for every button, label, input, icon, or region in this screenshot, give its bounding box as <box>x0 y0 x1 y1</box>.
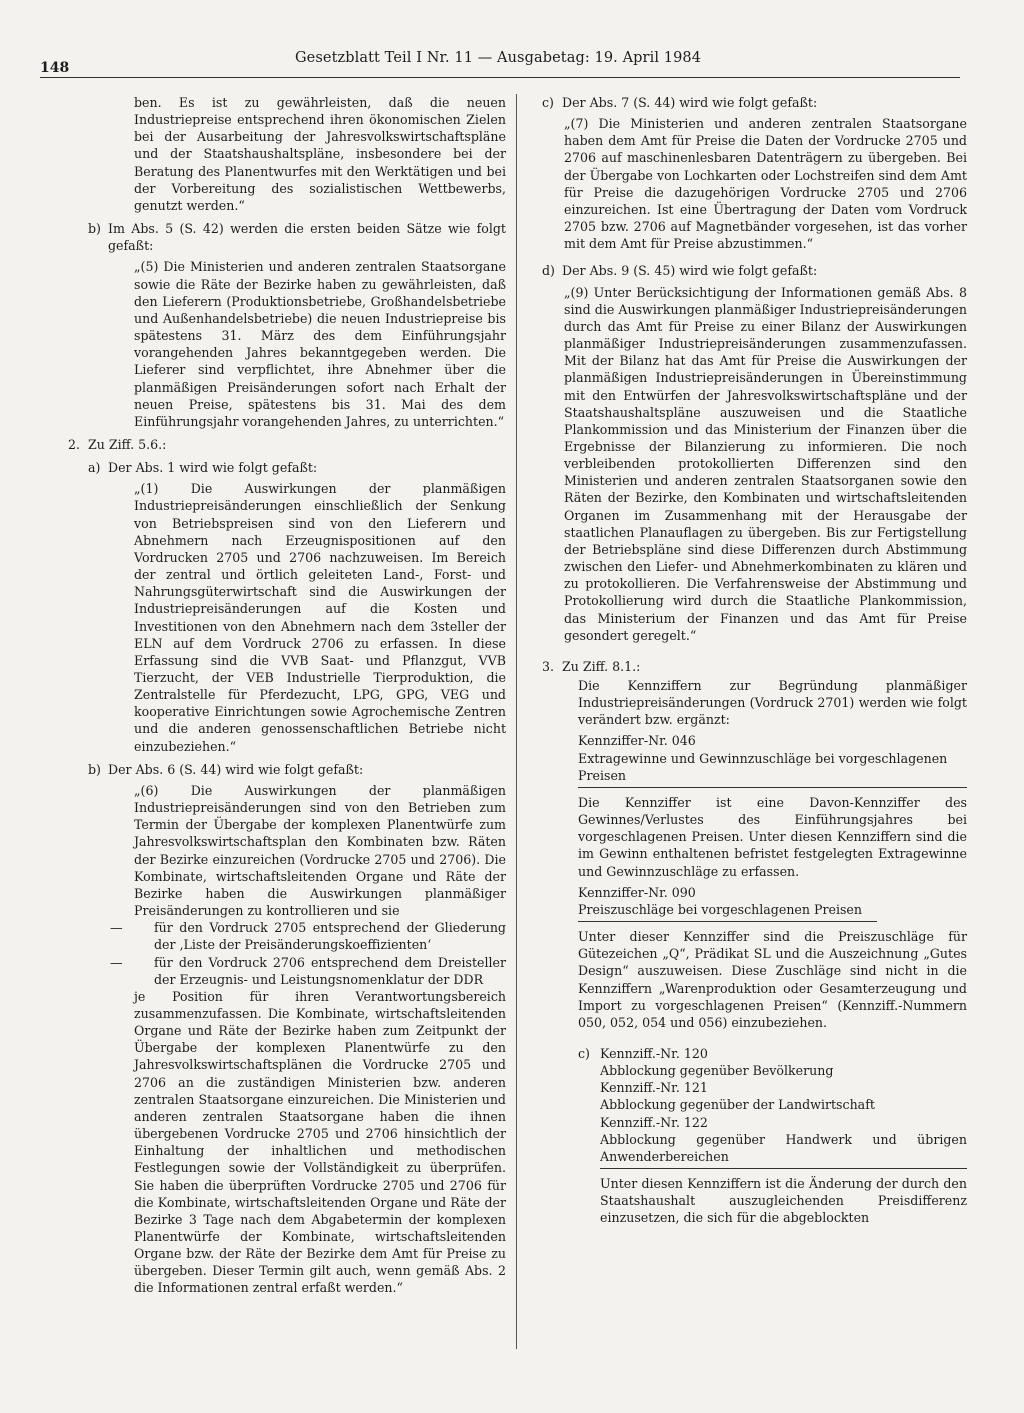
quoted-paragraph: „(6) Die Auswirkungen der planmäßigen Industriepreisänderungen sind von den Betrieben zum Termin der Übergabe der komplexen Planentwürfe zum Jahresvolkswirtschaftsplan den Kombinaten bzw. Räten der Bezirke einzureichen (Vordrucke 2705 und 2706). Die Kombinate, wirtschaftsleitenden Organe und Räte der Bezirke haben die Auswirkungen planmäßiger Preisänderungen zu kontrollieren und sie <box>134 782 506 919</box>
kennziffer-number: Kennziffer-Nr. 090 <box>578 884 696 900</box>
item-c-kennziffern <box>578 1045 967 1227</box>
dash-bullet: — <box>110 920 123 936</box>
divider-rule <box>578 921 877 922</box>
column-divider <box>516 94 517 1349</box>
item-letter: c) <box>542 95 554 110</box>
item-c-abs7 <box>542 94 967 252</box>
right-column <box>542 94 967 1227</box>
section-title: Zu Ziff. 5.6.: <box>88 436 167 452</box>
kennziffer-number: Kennziffer-Nr. 046 <box>578 733 696 749</box>
item-text: Der Abs. 9 (S. 45) wird wie folgt gefaßt: <box>562 263 818 279</box>
dash-text: für den Vordruck 2706 entsprechend dem Dreisteller der Erzeugnis- und Leistungsnomenklatur der DDR <box>154 954 506 987</box>
divider-rule <box>578 787 967 788</box>
item-b-abs5 <box>88 220 506 430</box>
section-number: 3. <box>542 658 555 674</box>
section-number: 2. <box>68 436 81 452</box>
left-column <box>68 94 506 1297</box>
kennziffer-description: Preiszuschläge bei vorgeschlagenen Preisen <box>578 901 862 917</box>
kennziffer-description: Abblockung gegenüber der Landwirtschaft <box>600 1097 875 1113</box>
quoted-paragraph: „(5) Die Ministerien und anderen zentralen Staatsorgane sowie die Räte der Bezirke haben zu gewährleisten, daß den Lieferern (Produktionsbetriebe, Großhandelsbetriebe und Außenhandelsbetriebe) die neuen Industriepreise bis spätestens 31. März des dem Einführungsjahr vorangehenden Jahres bekanntgegeben werden. Die Lieferer sind verpflichtet, ihre Abnehmer über die planmäßigen Preisänderungen sofort nach Erhalt der neuen Preise, spätestens bis 31. Mai des dem Einführungsjahr vorangehenden Jahres, zu unterrichten.“ <box>134 259 506 429</box>
section-3 <box>542 658 967 1227</box>
kennziffer-description: Extragewinne und Gewinnzuschläge bei vorgeschlagenen Preisen <box>578 750 948 783</box>
item-text: Im Abs. 5 (S. 42) werden die ersten beiden Sätze wie folgt gefaßt: <box>108 221 506 254</box>
header-rule <box>40 77 960 78</box>
kennziffer-046 <box>578 732 967 879</box>
item-a-abs1 <box>88 459 506 755</box>
kennziffer-text: Unter dieser Kennziffer sind die Preiszuschläge für Gütezeichen „Q“, Prädikat SL und die Auszeichnung „Gutes Design“ auszuweisen. Diese Zuschläge sind nicht in die Kennziffern „Warenproduktion oder Gesamterzeugung und Import zu vorgeschlagenen Preisen“ (Kennziff.-Nummern 050, 052, 054 und 056) einzubeziehen. <box>578 929 967 1030</box>
item-letter: d) <box>542 263 555 279</box>
item-b-abs6 <box>88 761 506 1297</box>
item-text: Der Abs. 7 (S. 44) wird wie folgt gefaßt: <box>562 95 818 110</box>
page-header <box>40 50 960 82</box>
quoted-paragraph: „(1) Die Auswirkungen der planmäßigen Industriepreisänderungen einschließlich der Senkung von Betriebspreisen sind von den Lieferern und Abnehmern nach Erzeugnispositionen auf den Vordrucken 2705 und 2706 nachzuweisen. Im Bereich der zentral und örtlich geleiteten Land-, Forst- und Nahrungsgüterwirtschaft sind die Auswirkungen der Industriepreisänderungen auf die Kosten und Investitionen von den Abnehmern nach dem 3steller der ELN auf dem Vordruck 2706 zu erfassen. In diese Erfassung sind die VVB Saat- und Pflanzgut, VVB Tierzucht, der VEB Industrielle Tierproduktion, die Zentralstelle für Pferdezucht, LPG, GPG, VEG und kooperative Einrichtungen sowie Agrochemische Zentren und die anderen genossenschaftlichen Betriebe nicht einzubeziehen.“ <box>134 481 506 754</box>
kennziffer-number: Kennziff.-Nr. 120 <box>600 1045 708 1061</box>
page-number: 148 <box>40 60 70 76</box>
item-letter: a) <box>88 460 101 476</box>
quoted-paragraph: „(7) Die Ministerien und anderen zentralen Staatsorgane haben dem Amt für Preise die Daten der Vordrucke 2705 und 2706 auf maschinenlesbaren Datenträgern zu übergeben. Bei der Übergabe von Lochkarten oder Lochstreifen sind dem Amt für Preise die dazugehörigen Vordrucke 2705 und 2706 einzureichen. Ist eine Übertragung der Daten vom Vordruck 2705 bzw. 2706 auf Magnetbänder vorgesehen, ist das vorher mit dem Amt für Preise abzustimmen.“ <box>564 116 967 252</box>
continuation-paragraph: ben. Es ist zu gewährleisten, daß die neuen Industriepreise entsprechend ihren ökonomischen Zielen bei der Ausarbeitung der Jahresvolkswirtschaftspläne und der Staatshaushaltspläne, insbesondere bei der Beratung des Planentwurfes mit den Werktätigen und bei der Vorbereitung des sozialistischen Wettbewerbs, genutzt werden.“ <box>134 95 506 213</box>
kennziffer-description: Abblockung gegenüber Handwerk und übrigen Anwenderbereichen <box>600 1131 967 1164</box>
kennziffer-090 <box>578 884 967 1031</box>
quoted-paragraph: „(9) Unter Berücksichtigung der Informationen gemäß Abs. 8 sind die Auswirkungen planmäßiger Industriepreisänderungen durch das Amt für Preise zu einer Bilanz der Auswirkungen planmäßiger Industriepreisänderungen zusammenzufassen. Mit der Bilanz hat das Amt für Preise die Auswirkungen der planmäßigen Industriepreisänderungen in Übereinstimmung mit den Entwürfen der Jahresvolkswirtschaftspläne und der Staatshaushaltspläne auszuweisen und die Staatliche Plankommission und das Ministerium der Finanzen über die Ergebnisse der Bilanzierung zu informieren. Die noch verbleibenden protokollierten Differenzen sind den Ministerien und anderen zentralen Staatsorganen sowie den Räten der Bezirke, den Kombinaten und wirtschaftsleitenden Organen im Zusammenhang mit der Herausgabe der staatlichen Planauflagen zu übergeben. Bis zur Fertigstellung der Betriebspläne sind diese Differenzen durch Abstimmung zwischen den Liefer- und Abnehmerkombinaten zu klären und zu protokollieren. Die Verfahrensweise der Abstimmung und Protokollierung wird durch die Staatliche Plankommission, das Ministerium der Finanzen und das Amt für Preise gesondert geregelt.“ <box>564 284 967 643</box>
quoted-paragraph-continued: je Position für ihren Verantwortungsbereich zusammenzufassen. Die Kombinate, wirtschaftsleitenden Organe und Räte der Bezirke haben zum Zeitpunkt der Übergabe der komplexen Planentwürfe zu den Jahresvolkswirtschaftsplänen die Vordrucke 2705 und 2706 an die zuständigen Ministerien bzw. anderen zentralen Staatsorgane einzureichen. Die Ministerien und anderen zentralen Staatsorgane haben die ihnen übergebenen Vordrucke 2705 und 2706 hinsichtlich der Einhaltung der inhaltlichen und methodischen Festlegungen sowie der Vollständigkeit zu überprüfen. Sie haben die überprüften Vordrucke 2705 und 2706 für die Kombinate, wirtschaftsleitenden Organe und Räte der Bezirke 3 Tage nach dem Abgabetermin der komplexen Planentwürfe der Kombinate, wirtschaftsleitenden Organe bzw. der Räte der Bezirke dem Amt für Preise zu übergeben. Dieser Termin gilt auch, wenn gemäß Abs. 2 die Informationen zentral erfaßt werden.“ <box>134 988 506 1296</box>
kennziffer-description: Abblockung gegenüber Bevölkerung <box>600 1063 834 1079</box>
section-title: Zu Ziff. 8.1.: <box>562 658 641 674</box>
kennziffer-number: Kennziff.-Nr. 121 <box>600 1080 708 1096</box>
item-d-abs9 <box>542 262 967 643</box>
item-text: Der Abs. 1 wird wie folgt gefaßt: <box>108 460 318 476</box>
kennziffer-text: Die Kennziffer ist eine Davon-Kennziffer des Gewinnes/Verlustes des Einführungsjahres bei vorgeschlagenen Preisen. Unter diesen Kennziffern sind die im Gewinn enthaltenen befristet festgelegten Extragewinne und Gewinnzuschläge zu erfassen. <box>578 794 967 879</box>
item-letter: c) <box>578 1045 590 1061</box>
divider-rule <box>600 1168 967 1169</box>
kennziffer-text: Unter diesen Kennziffern ist die Änderung der durch den Staatshaushalt auszugleichenden Preisdifferenz einzusetzen, die sich für die abgeblockten <box>600 1176 967 1226</box>
dash-list-item <box>110 919 506 953</box>
section-text: Die Kennziffern zur Begründung planmäßiger Industriepreisänderungen (Vordruck 2701) werden wie folgt verändert bzw. ergänzt: <box>578 678 967 728</box>
item-text: Der Abs. 6 (S. 44) wird wie folgt gefaßt: <box>108 761 364 777</box>
kennziffer-number: Kennziff.-Nr. 122 <box>600 1114 708 1130</box>
quote-block <box>110 782 506 1297</box>
dash-list-item <box>110 954 506 988</box>
item-letter: b) <box>88 761 101 777</box>
dash-text: für den Vordruck 2705 entsprechend der Gliederung der ‚Liste der Preisänderungskoeffizienten‘ <box>154 920 506 953</box>
dash-bullet: — <box>110 954 123 970</box>
running-title: Gesetzblatt Teil I Nr. 11 — Ausgabetag: 19. April 1984 <box>295 50 702 66</box>
item-letter: b) <box>88 221 101 237</box>
section-2 <box>68 436 506 1297</box>
